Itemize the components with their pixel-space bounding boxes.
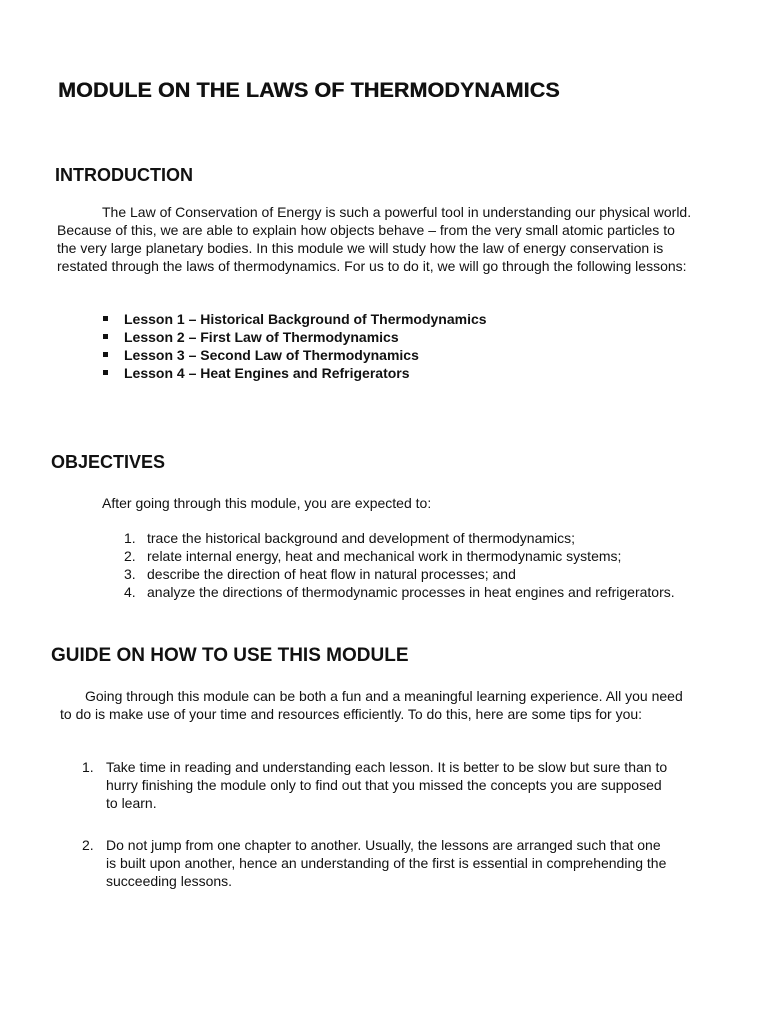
objectives-list [124, 529, 684, 601]
objectives-lead: After going through this module, you are expected to: [102, 495, 432, 511]
introduction-paragraph: The Law of Conservation of Energy is such a powerful tool in understanding our physical world. Because of this, we are able to explain how objects behave – from the very small atomic particles to the very large planetary bodies. In this module we will study how the law of energy conservation is restated through the laws of thermodynamics. For us to do it, we will go through the following lessons: [57, 204, 692, 274]
item-number: 2. [82, 837, 94, 853]
lessons-list [100, 310, 487, 382]
lesson-label: Lesson 4 – Heat Engines and Refrigerators [124, 365, 410, 381]
item-text: Do not jump from one chapter to another. Usually, the lessons are arranged such that one is built upon another, hence an understanding of the first is essential in comprehending the succeeding lessons. [106, 837, 667, 889]
item-number: 2. [124, 548, 136, 564]
list-item [82, 836, 672, 890]
introduction-heading: INTRODUCTION [55, 165, 193, 185]
bullet-icon [103, 316, 108, 321]
lesson-label: Lesson 2 – First Law of Thermodynamics [124, 329, 399, 345]
item-text: Take time in reading and understanding each lesson. It is better to be slow but sure than to hurry finishing the module only to find out that you missed the concepts you are supposed to learn. [106, 759, 668, 811]
guide-paragraph: Going through this module can be both a fun and a meaningful learning experience. All you need to do is make use of your time and resources efficiently. To do this, here are some tips for you: [60, 688, 683, 722]
list-item [124, 547, 684, 565]
item-text: describe the direction of heat flow in natural processes; and [147, 566, 516, 582]
lesson-label: Lesson 3 – Second Law of Thermodynamics [124, 347, 419, 363]
list-item [124, 583, 684, 601]
list-item [100, 328, 487, 346]
objectives-heading: OBJECTIVES [51, 452, 166, 472]
list-item [124, 565, 684, 583]
lesson-label: Lesson 1 – Historical Background of Thermodynamics [124, 311, 487, 327]
item-text: trace the historical background and development of thermodynamics; [147, 530, 576, 546]
list-item [124, 529, 684, 547]
guide-heading: GUIDE ON HOW TO USE THIS MODULE [51, 645, 409, 666]
list-item [82, 758, 672, 812]
item-number: 1. [124, 530, 136, 546]
item-text: relate internal energy, heat and mechanical work in thermodynamic systems; [147, 548, 622, 564]
list-item [100, 364, 487, 382]
item-number: 4. [124, 584, 136, 600]
item-number: 3. [124, 566, 136, 582]
tips-list [82, 758, 672, 812]
list-item [100, 310, 487, 328]
item-text: analyze the directions of thermodynamic processes in heat engines and refrigerators. [147, 584, 675, 600]
tips-list [82, 836, 672, 890]
page-title: MODULE ON THE LAWS OF THERMODYNAMICS [58, 78, 560, 102]
item-number: 1. [82, 759, 94, 775]
bullet-icon [103, 334, 108, 339]
bullet-icon [103, 352, 108, 357]
bullet-icon [103, 370, 108, 375]
list-item [100, 346, 487, 364]
